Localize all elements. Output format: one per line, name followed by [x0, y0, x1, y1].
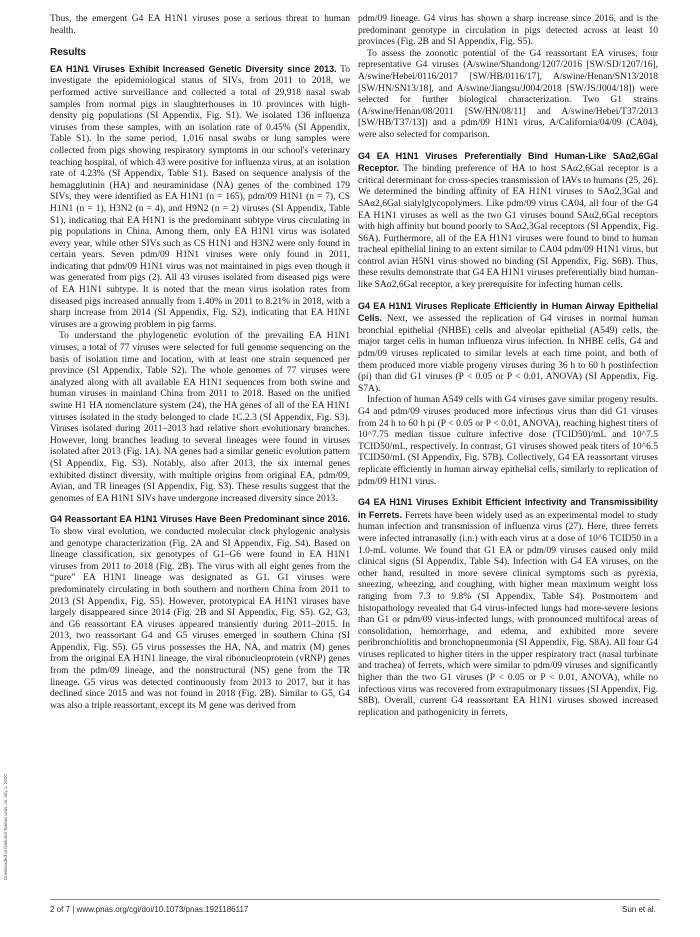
paragraph-text: To investigate the epidemiological status of SIVs, from 2011 to 2018, we performed active surveillance and collected a total of 29,918 nasal swab samples from normal pigs in slaughterhouses in 10 provinces with high-density pig populations (SI Appendix, Fig. S1). We isolated 136 influenza viruses from these samples, with an isolation rate of 0.45% (SI Appendix, Table S1). In the same period, 1,016 nasal swabs or lung samples were collected from pigs showing respiratory symptoms in our school's veterinary teaching hospital, of which 43 were positive for influenza virus, at an isolation rate of 4.23% (SI Appendix, Table S1). Based on sequence analysis of the hemagglutinin (HA) and neuraminidase (NA) genes of the combined 179 SIVs, they were identified as EA H1N1 (n = 165), pdm/09 H1N1 (n = 7), CS H1N1 (n = 1), H3N2 (n = 4), and H9N2 (n = 2) viruses (SI Appendix, Table S1), indicating that EA H1N1 is the predominant subtype virus circulating in pig populations in China. Among them, only EA H1N1 virus was isolated every year, while other SIVs such as CS H1N1 and H3N2 were only found in certain years. Seven pdm/09 H1N1 viruses were only found in 2011, indicating that pdm/09 H1N1 virus was not maintained in pigs even though it was generated from pigs (2). All 43 viruses isolated from diseased pigs were of EA H1N1 subtype. It is noted that the mean virus isolation rates from diseased pigs increased annually from 1.40% in 2011 to 8.21% in 2018, with a sharp increase from 2014 (SI Appendix, Fig. S2), indicating that EA H1N1 viruses are a growing problem in pig farms.: [50, 64, 350, 330]
section-heading: G4 Reassortant EA H1N1 Viruses Have Been Predominant since 2016.: [50, 514, 350, 525]
paragraph-text: To show viral evolution, we conducted molecular clock phylogenic analysis and genotype characterization (Fig. 2A and SI Appendix, Fig. S4). Based on lineage classification, six genotypes of G1–G6 were found in EA H1N1 viruses from 2011 to 2018 (Fig. 2B). The virus with all eight genes from the “pure” EA H1N1 lineage was designated as G1. G1 viruses were predominately circulating in both southern and northern China from 2011 to 2013 (SI Appendix, Fig. S5). However, prototypical EA H1N1 viruses have largely disappeared since 2014 (Fig. 2B and SI Appendix, Fig. S5). G2, G3, and G6 reassortant EA viruses appeared transiently during 2011–2015. In 2013, two reassortant G4 and G5 viruses emerged in southern China (SI Appendix, Fig. S5). G5 virus possesses the HA, NA, and matrix (M) genes from the original EA H1N1 lineage, the viral ribonucleoprotein (vRNP) genes from the pdm/09 lineage, and the nonstructural (NS) gene from the TR lineage. G5 virus was detected continuously from 2013 to 2017, but it has declined since 2015 and was not found in 2018 (Fig. 2B). Similar to G5, G4 was also a triple reassortant, except its M gene was derived from: [50, 526, 350, 711]
download-watermark: Downloaded at National Taiwan Univ. on July 1, 2020: [3, 774, 8, 880]
right-column: [358, 14, 658, 719]
section-paragraph: To understand the phylogenetic evolution of the prevailing EA H1N1 viruses, a total of 77 viruses were selected for full genome sequencing on the basis of isolation time and location, with at least one strain sequenced per province (SI Appendix, Table S2). The whole genomes of 77 viruses were analyzed along with all available EA H1N1 sequences from both swine and human viruses in mainland China from 2011 to 2018. Based on the unified swine H1 HA nomenclature system (24), the HA genes of all of the EA H1N1 viruses isolated in the study belonged to clade 1C.2.3 (SI Appendix, Fig. S3). Viruses isolated during 2011–2013 had relative short evolutionary branches. However, long branches leading to several lineages were found in viruses isolated after 2013 (Fig. 1A). NA genes had a similar genetic evolution pattern (SI Appendix, Fig. S3). Notably, also after 2013, the six internal genes exhibited distinct diversity, with multiple origins from original EA, pdm/09, Avian, and TR lineages (SI Appendix, Fig. S3). These results suggest that the genomes of EA H1N1 SIVs have undergone increased diversity since 2013.: [50, 331, 350, 504]
paragraph-text: Next, we assessed the replication of G4 viruses in normal human bronchial epithelial (NHBE) cells and alveolar epithelial (A549) cells, the major target cells in human influenza virus infection. In NHBE cells, G4 and pdm/09 viruses replicated to similar levels at each time point, and both of them produced more viable progeny viruses during 36 h to 60 h postinfection (pi) than did G1 viruses (P < 0.05 or P < 0.01, ANOVA) (SI Appendix, Fig. S7A).: [358, 314, 658, 394]
intro-paragraph: Thus, the emergent G4 EA H1N1 viruses pose a serious threat to human health.: [50, 14, 350, 36]
results-heading: Results: [50, 47, 87, 59]
paragraph-text: The binding preference of HA to host SAα2,6Gal receptor is a critical determinant for cross-species transmission of IAVs to humans (25, 26). We determined the binding affinity of EA H1N1 viruses to SAα2,3Gal and SAα2,6Gal sialylglycopolymers. Like pdm/09 virus CA04, all four of the G4 EA H1N1 viruses as well as the two G1 viruses bound SAα2,6Gal receptors with high affinity but bound poorly to SAα2,3Gal receptors (SI Appendix, Fig. S6A). Furthermore, all of the EA H1N1 viruses were found to bind to human tracheal epithelial lining to an extent similar to CA04 pdm/09 H1N1 virus, but control avian H5N1 virus showed no binding (SI Appendix, Fig. S6B). Thus, these results demonstrate that G4 EA H1N1 viruses preferentially bind human-like SAα2,6Gal receptor, a key prerequisite for infecting human cells.: [358, 164, 658, 291]
section-gap: [358, 292, 658, 301]
footer-page-info: 2 of 7 | www.pnas.org/cgi/doi/10.1073/pnas.1921186117: [50, 905, 249, 914]
section-paragraph: Infection of human A549 cells with G4 viruses gave similar progeny results. G4 and pdm/09 viruses produced more infectious virus than did G1 viruses from 24 h to 60 h pi (P < 0.05 or P < 0.01, ANOVA), reaching highest titers of 10^7.75 median tissue culture infective dose (TCID50)/mL and 10^7.5 TCID50/mL, respectively. In contrast, G1 viruses showed peak titers of 10^6.5 TCID50/mL (SI Appendix, Fig. S7B). Collectively, G4 EA reassortant viruses replicate efficiently in human airway epithelial cells, similarly to replication of pdm/09 H1N1 virus.: [358, 395, 658, 487]
assess-paragraph: To assess the zoonotic potential of the G4 reassortant EA viruses, four representative G4 viruses (A/swine/Shandong/1207/2016 [SW/SD/1207/16], A/swine/Hebei/0116/2017 [SW/HB/0116/17], A/swine/Henan/SN13/2018 [SW/HN/SN13/18], and A/swine/Jiangsu/J004/2018 [SW/JS/J004/18]) were selected for further biological characterization. Two G1 strains (A/swine/Henan/08/2011 [SW/HN/08/11] and A/swine/Hebei/T37/2013 [SW/HB/T37/13]) and a pdm/09 H1N1 virus, A/California/04/09 (CA04), were also selected for comparison.: [358, 48, 658, 140]
section-gap: [358, 488, 658, 497]
section-heading: G4 EA H1N1 Viruses Preferentially Bind Human-Like SAα2,6Gal Receptor.: [358, 150, 658, 174]
left-column: [50, 14, 350, 712]
section-heading: G4 EA H1N1 Viruses Replicate Efficiently in Human Airway Epithelial Cells.: [358, 300, 658, 324]
section-paragraph: [50, 64, 350, 332]
section-paragraph: [358, 301, 658, 396]
footer-authors: Sun et al.: [622, 905, 656, 914]
section-gap: [358, 142, 658, 151]
section-paragraph: [50, 514, 350, 712]
section-gap: [50, 505, 350, 514]
section-heading: G4 EA H1N1 Viruses Exhibit Efficient Infectivity and Transmissibility in Ferrets.: [358, 497, 658, 520]
section-paragraph: [358, 497, 658, 719]
paragraph-text: Ferrets have been widely used as an experimental model to study human infection and transmission of influenza virus (27). Here, three ferrets were infected intranasally (i.n.) with each virus at a dose of 10^6 TCID50 in a 1.0-mL volume. We found that G1 EA or pdm/09 viruses caused only mild clinical signs (SI Appendix, Table S4). Infection with G4 EA viruses, on the other hand, resulted in more severe clinical symptoms such as pyrexia, sneezing, wheezing, and coughing, with higher mean maximum weight loss ranging from 7.3 to 9.8% (SI Appendix, Table S4). Postmortem and histopathology revealed that G4 virus-infected lungs had more-severe lesions than G1 or pdm/09 virus-infected lungs, with pronounced multifocal areas of consolidation, hemorrhage, and edema, and exhibited more severe peribronchiolitis and bronchopneumonia (SI Appendix, Fig. S8A). All four G4 viruses replicated to higher titers in the upper respiratory tract (nasal turbinate and trachea) of ferrets, which were similar to pdm/09 viruses and significantly higher than the two G1 viruses (P < 0.05 or P < 0.01, ANOVA), while no infectious virus was recovered from extrapulmonary tissues (SI Appendix, Fig. S8B). Overall, current G4 reassortant EA H1N1 viruses showed increased replication and pathogenicity in ferrets,: [358, 510, 659, 718]
section-heading: EA H1N1 Viruses Exhibit Increased Genetic Diversity since 2013.: [50, 63, 337, 74]
footer-rule: [50, 899, 660, 900]
section-paragraph: [358, 151, 658, 292]
continuation-paragraph: pdm/09 lineage. G4 virus has shown a sharp increase since 2016, and is the predominant genotype in circulation in pigs detected across at least 10 provinces (Fig. 2B and SI Appendix, Fig. S5).: [358, 14, 658, 48]
